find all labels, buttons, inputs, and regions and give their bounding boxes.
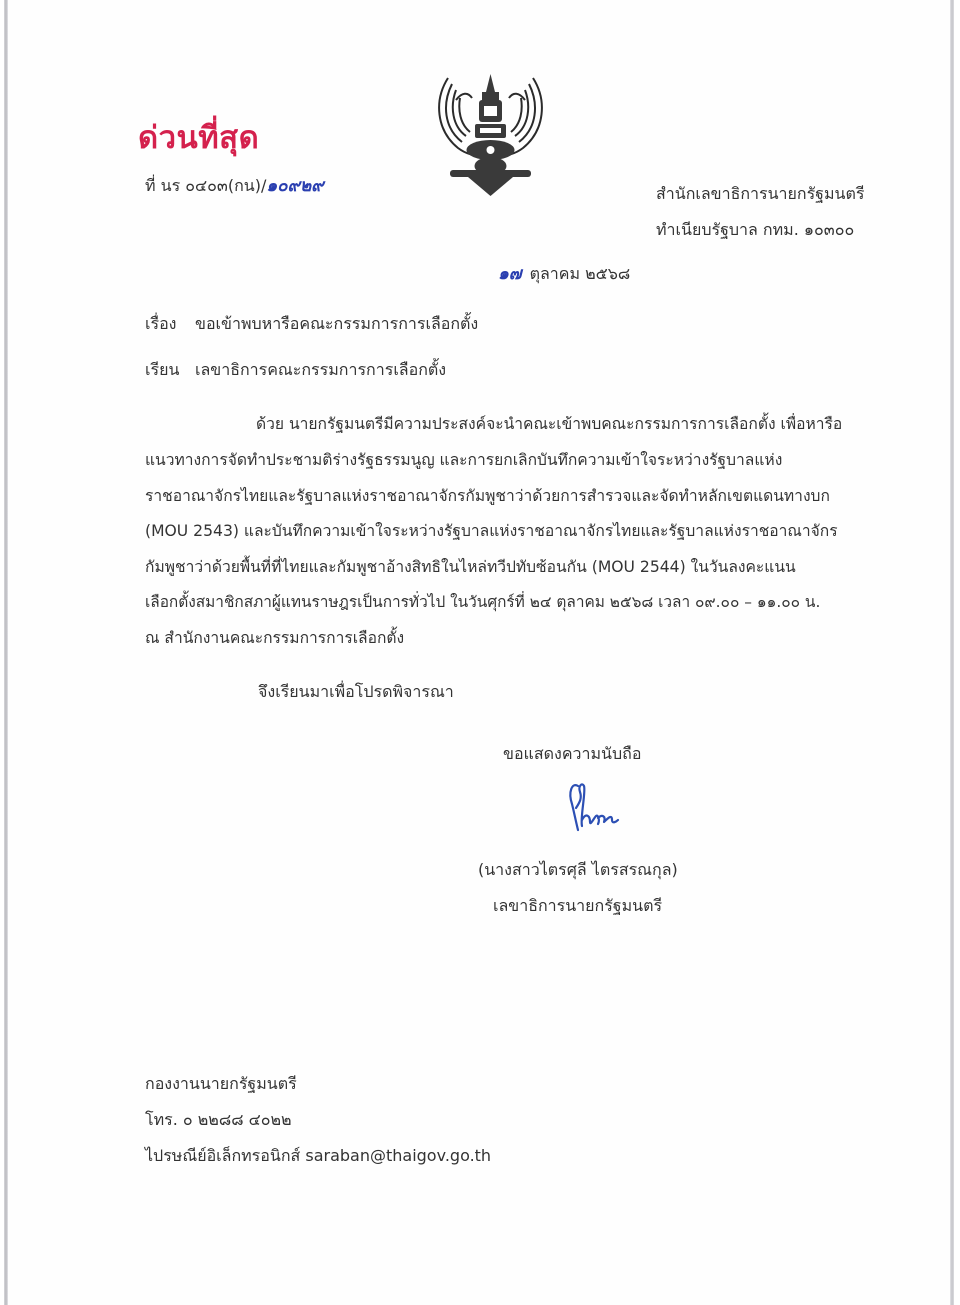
body-line: ด้วย นายกรัฐมนตรีมีความประสงค์จะนำคณะเข้าพบคณะกรรมการการเลือกตั้ง เพื่อหารือ [256,415,843,433]
reference-number-handwritten: ๑๐๙๒๙ [266,176,324,196]
footer-phone: โทร. ๐ ๒๒๘๘ ๔๐๒๒ [145,1110,292,1129]
reference-number [145,172,324,199]
footer-email: ไปรษณีย์อิเล็กทรอนิกส์ saraban@thaigov.go.th [145,1146,492,1165]
addressee-text: เลขาธิการคณะกรรมการการเลือกตั้ง [195,360,447,379]
body-line: เลือกตั้งสมาชิกสภาผู้แทนราษฎรเป็นการทั่วไป ในวันศุกร์ที่ ๒๔ ตุลาคม ๒๕๖๘ เวลา ๐๙.๐๐ – ๑๑.๐๐ น. [145,593,821,611]
contact-footer [145,1066,491,1174]
page-edge-right [950,0,954,1305]
garuda-emblem-icon [428,70,553,200]
signer-title: เลขาธิการนายกรัฐมนตรี [493,896,663,915]
regards-line: ขอแสดงความนับถือ [503,744,642,763]
office-address: ทำเนียบรัฐบาล กทม. ๑๐๓๐๐ [656,220,855,239]
subject-text: ขอเข้าพบหารือคณะกรรมการการเลือกตั้ง [195,314,479,333]
office-name: สำนักเลขาธิการนายกรัฐมนตรี [656,184,865,203]
closing-line: จึงเรียนมาเพื่อโปรดพิจารณา [258,682,454,701]
issuing-office [656,176,864,248]
body-line: (MOU 2543) และบันทึกความเข้าใจระหว่างรัฐบาลแห่งราชอาณาจักรไทยและรัฐบาลแห่งราชอาณาจักร [145,522,838,540]
body-line: กัมพูชาว่าด้วยพื้นที่ที่ไทยและกัมพูชาอ้างสิทธิในไหล่ทวีปทับซ้อนกัน (MOU 2544) ในวันลงคะแนน [145,558,796,576]
footer-department: กองงานนายกรัฐมนตรี [145,1074,297,1093]
date-month-year: ตุลาคม ๒๕๖๘ [529,264,631,283]
subject-row [145,312,478,337]
urgent-stamp: ด่วนที่สุด [138,120,260,156]
body-line: ราชอาณาจักรไทยและรัฐบาลแห่งราชอาณาจักรกัมพูชาว่าด้วยการสำรวจและจัดทำหลักเขตแดนทางบก [145,487,830,505]
subject-label: เรื่อง [145,314,177,333]
body-line: ณ สำนักงานคณะกรรมการการเลือกตั้ง [145,629,405,647]
signature-icon [564,778,634,838]
addressee-label: เรียน [145,360,180,379]
document-date [498,260,630,287]
reference-prefix: ที่ นร ๐๔๐๓(กน)/ [145,176,267,195]
body-line: แนวทางการจัดทำประชามติร่างรัฐธรรมนูญ และการยกเลิกบันทึกความเข้าใจระหว่างรัฐบาลแห่ง [145,451,783,469]
date-day-handwritten: ๑๗ [498,264,522,284]
addressee-row [145,358,446,383]
signer-name: (นางสาวไตรศุลี ไตรสรณกุล) [478,860,678,879]
document-page [8,0,950,1305]
